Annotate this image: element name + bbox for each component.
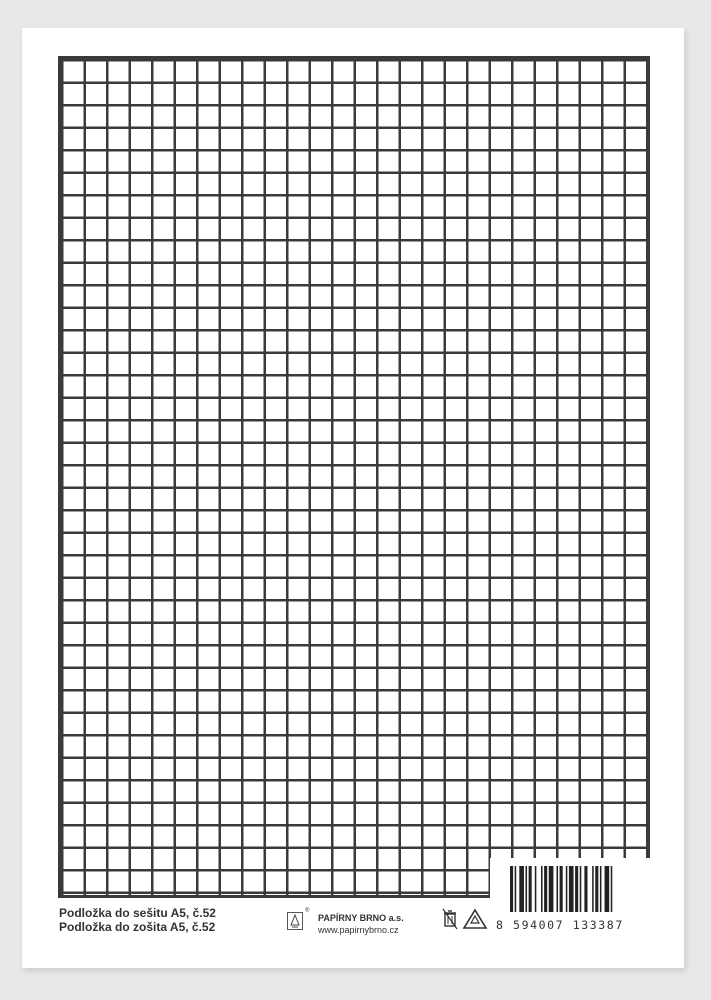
registered-mark: ®: [305, 908, 310, 914]
manufacturer-website: www.papirnybrno.cz: [318, 925, 399, 935]
product-labels: [59, 906, 216, 934]
manufacturer-name: PAPÍRNY BRNO a.s.: [318, 913, 404, 923]
product-label-slovak: Podložka do zošita A5, č.52: [59, 920, 216, 934]
square-grid: [58, 56, 650, 898]
barcode: [510, 866, 644, 912]
waste-bin-icon: [442, 908, 458, 935]
recycling-triangle-icon: [462, 908, 488, 935]
papirny-brno-logo-icon: [287, 912, 303, 930]
manufacturer-info: [318, 912, 404, 936]
product-label-czech: Podložka do sešitu A5, č.52: [59, 906, 216, 920]
barcode-number: 8 594007 133387: [496, 918, 624, 932]
